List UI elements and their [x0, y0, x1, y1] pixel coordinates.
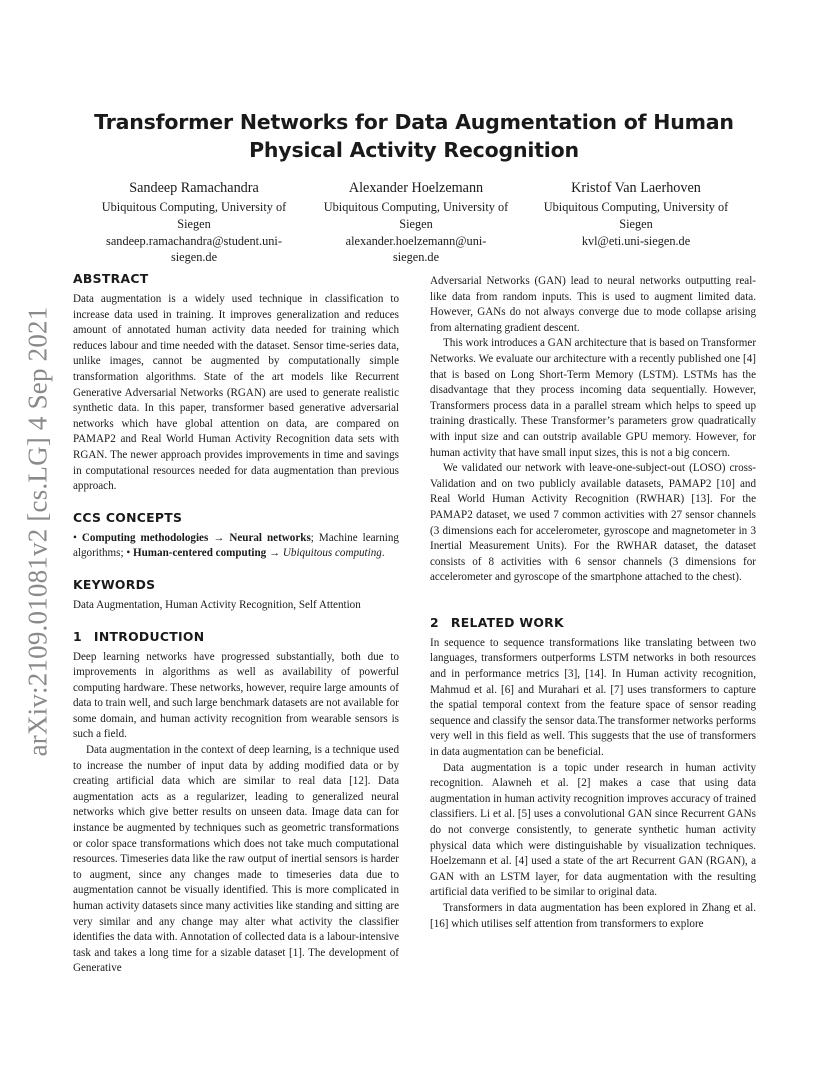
author-name: Kristof Van Laerhoven: [571, 180, 701, 196]
related-paragraph-3: Transformers in data augmentation has been explored in Zhang et al. [16] which utilises self attention from transformers to explore: [430, 901, 756, 930]
paper-title: Transformer Networks for Data Augmentation of Human Physical Activity Recognition: [94, 110, 734, 162]
author-email-line2[interactable]: siegen.de: [170, 250, 218, 265]
intro-paragraph-5: We validated our network with leave-one-subject-out (LOSO) cross-Validation and on two publicly available datasets, PAMAP2 [10] and Real World Human Activity Recognition (RWHAR) [13]. For the PAMAP2 dataset, we used 7 common activities with 27 sensor channels (3 dimensions each for accelerometer, gyroscope and magnetometer in 3 Inertial Measurement Units). For the RWHAR dataset, the dataset consists of 8 activities with 6 sensor channels (3 dimensions for accelerometer and gyroscope of the smartphone attached to the chest).: [430, 462, 756, 584]
ccs-heading: CCS CONCEPTS: [73, 509, 183, 525]
ccs-bullet: •: [73, 531, 77, 544]
ccs-text: ; Machine learning algorithms;: [73, 531, 399, 560]
keywords-text: Data Augmentation, Human Activity Recognition, Self Attention: [73, 598, 361, 611]
intro-paragraph-2: Data augmentation in the context of deep learning, is a technique used to increase the number of input data by adding modified data or by creating artificial data which are similar to real data [12]. Data augmentation acts as a regularizer, leading to generalized neural networks which give better results on unseen data. Image data can for instance be augmented by techniques such as geometric transformations or color space transformations which does not take much computational resources. Timeseries data like the raw output of inertial sensors is harder to augment, since any changes made to timeseries data due to augmentation cannot be visually identified. This is more complicated in human activity datasets since many activities like standing and sitting are very similar and any change may alter what activity the classifier identifies the data with. Annotation of collected data is a labour-intensive task and takes a long time for a sizable dataset [1]. The development of Generative: [73, 744, 399, 975]
related-work-heading: [430, 614, 756, 632]
author-name: Sandeep Ramachandra: [129, 180, 259, 196]
ccs-text: .: [381, 547, 385, 560]
ccs-concepts-text: [73, 531, 399, 562]
author-name: Alexander Hoelzemann: [348, 180, 484, 196]
ccs-term: Neural networks: [229, 531, 311, 544]
ccs-bullet: •: [126, 547, 131, 560]
intro-paragraph-3: Adversarial Networks (GAN) lead to neural networks outputting real-like data from random inputs. This is used to augment limited data. However, GANs do not always converge due to mode collapse arising from alternating gradient descent.: [430, 275, 756, 334]
author-3: [530, 178, 742, 249]
author-affiliation-line2: Siegen: [619, 216, 653, 231]
left-column: [73, 270, 399, 977]
section-number: 2: [430, 614, 439, 630]
intro-heading: [73, 628, 399, 646]
author-email[interactable]: alexander.hoelzemann@uni-: [345, 233, 487, 248]
author-email[interactable]: sandeep.ramachandra@student.uni-: [106, 233, 282, 248]
arxiv-identifier-text: arXiv:2109.01081v2 [cs.LG] 4 Sep 2021: [22, 306, 53, 756]
abstract-heading: ABSTRACT: [73, 271, 149, 286]
related-paragraph-2: Data augmentation is a topic under research in human activity recognition. Alawneh et al. [2] makes a case that using data augmentation in human activity recognition improves accuracy of trained classifiers. Li et al. [5] uses a convolutional GAN since Recurrent GANs do not converge consistently, to generate synthetic human activity physical data which were distinguishable by visualization techniques. Hoelzemann et al. [4] used a state of the art Recurrent GAN (RGAN), a GAN with an LSTM layer, for data augmentation with the resulting artificial data verified to be similar to original data.: [430, 761, 756, 899]
arxiv-identifier: [18, 296, 58, 766]
right-column: [430, 274, 756, 932]
author-email-line2[interactable]: siegen.de: [392, 250, 440, 265]
ccs-term: Human-centered computing: [133, 547, 267, 560]
author-affiliation-line2: Siegen: [399, 216, 433, 231]
author-1: [88, 178, 300, 266]
abstract-text: Data augmentation is a widely used technique in classification to increase data used in training. It improves generalization and reduces amount of annotated human activity data needed for training which reduces labour and time needed with the dataset. Sensor time-series data, unlike images, cannot be augmented by computationally simple transformation algorithms. State of the art models like Recurrent Generative Adversarial Networks (RGAN) are used to generate realistic synthetic data. In this paper, transformer based generative adversarial networks which have global attention on data, are compared on PAMAP2 and Real World Human Activity Recognition data sets with RGAN. The newer approach provides improvements in time and savings in computational resources needed for data augmentation than previous approach.: [73, 293, 399, 493]
author-affiliation-line2: Siegen: [177, 216, 211, 231]
ccs-term: Computing methodologies: [81, 531, 209, 544]
keywords-heading: KEYWORDS: [73, 576, 156, 592]
section-title: INTRODUCTION: [93, 628, 205, 644]
related-paragraph-1: In sequence to sequence transformations like translating between two languages, transformers outperforms LSTM networks in both resources and in performance metrics [3], [14]. In Human activity recognition, Mahmud et al. [6] and Murahari et al. [7] uses transformers to capture the spatial temporal context from the feature space of sensor reading sequence and classify the sensor data.The transformer networks performs very well in this field as well. This suggests that the use of transformers in data augmentation can be beneficial.: [430, 636, 756, 759]
author-affiliation: Ubiquitous Computing, University of: [543, 200, 729, 214]
intro-paragraph-4: This work introduces a GAN architecture that is based on Transformer Networks. We evaluate our architecture with a recently published one [4] that is based on Long Short-Term Memory (LSTM). LSTMs has the disadvantage that they process incoming data sequentially. However, Transformers process data in a parallel stream which helps to speed up training drastically. These Transformer’s parameters grow quadratically with input size and can outstrip available GPU memory. However, for human activity that have small input sizes, this is not a big concern.: [430, 337, 757, 459]
ccs-term: Ubiquitous computing: [282, 547, 382, 560]
author-affiliation: Ubiquitous Computing, University of: [101, 200, 287, 214]
arrow-icon: →: [213, 531, 225, 544]
author-affiliation: Ubiquitous Computing, University of: [323, 200, 509, 214]
author-2: [310, 178, 522, 266]
intro-paragraph-1: Deep learning networks have progressed substantially, both due to improvements in algorithms as well as availability of powerful computing hardware. These networks, however, require large amounts of data to train well, and such large benchmark datasets are not available for some domain, and human activity recognition from wearable sensors is such a field.: [73, 650, 400, 741]
arrow-icon: →: [269, 547, 281, 560]
section-number: 1: [73, 628, 82, 644]
section-title: RELATED WORK: [450, 614, 564, 630]
author-email[interactable]: kvl@eti.uni-siegen.de: [581, 233, 691, 248]
